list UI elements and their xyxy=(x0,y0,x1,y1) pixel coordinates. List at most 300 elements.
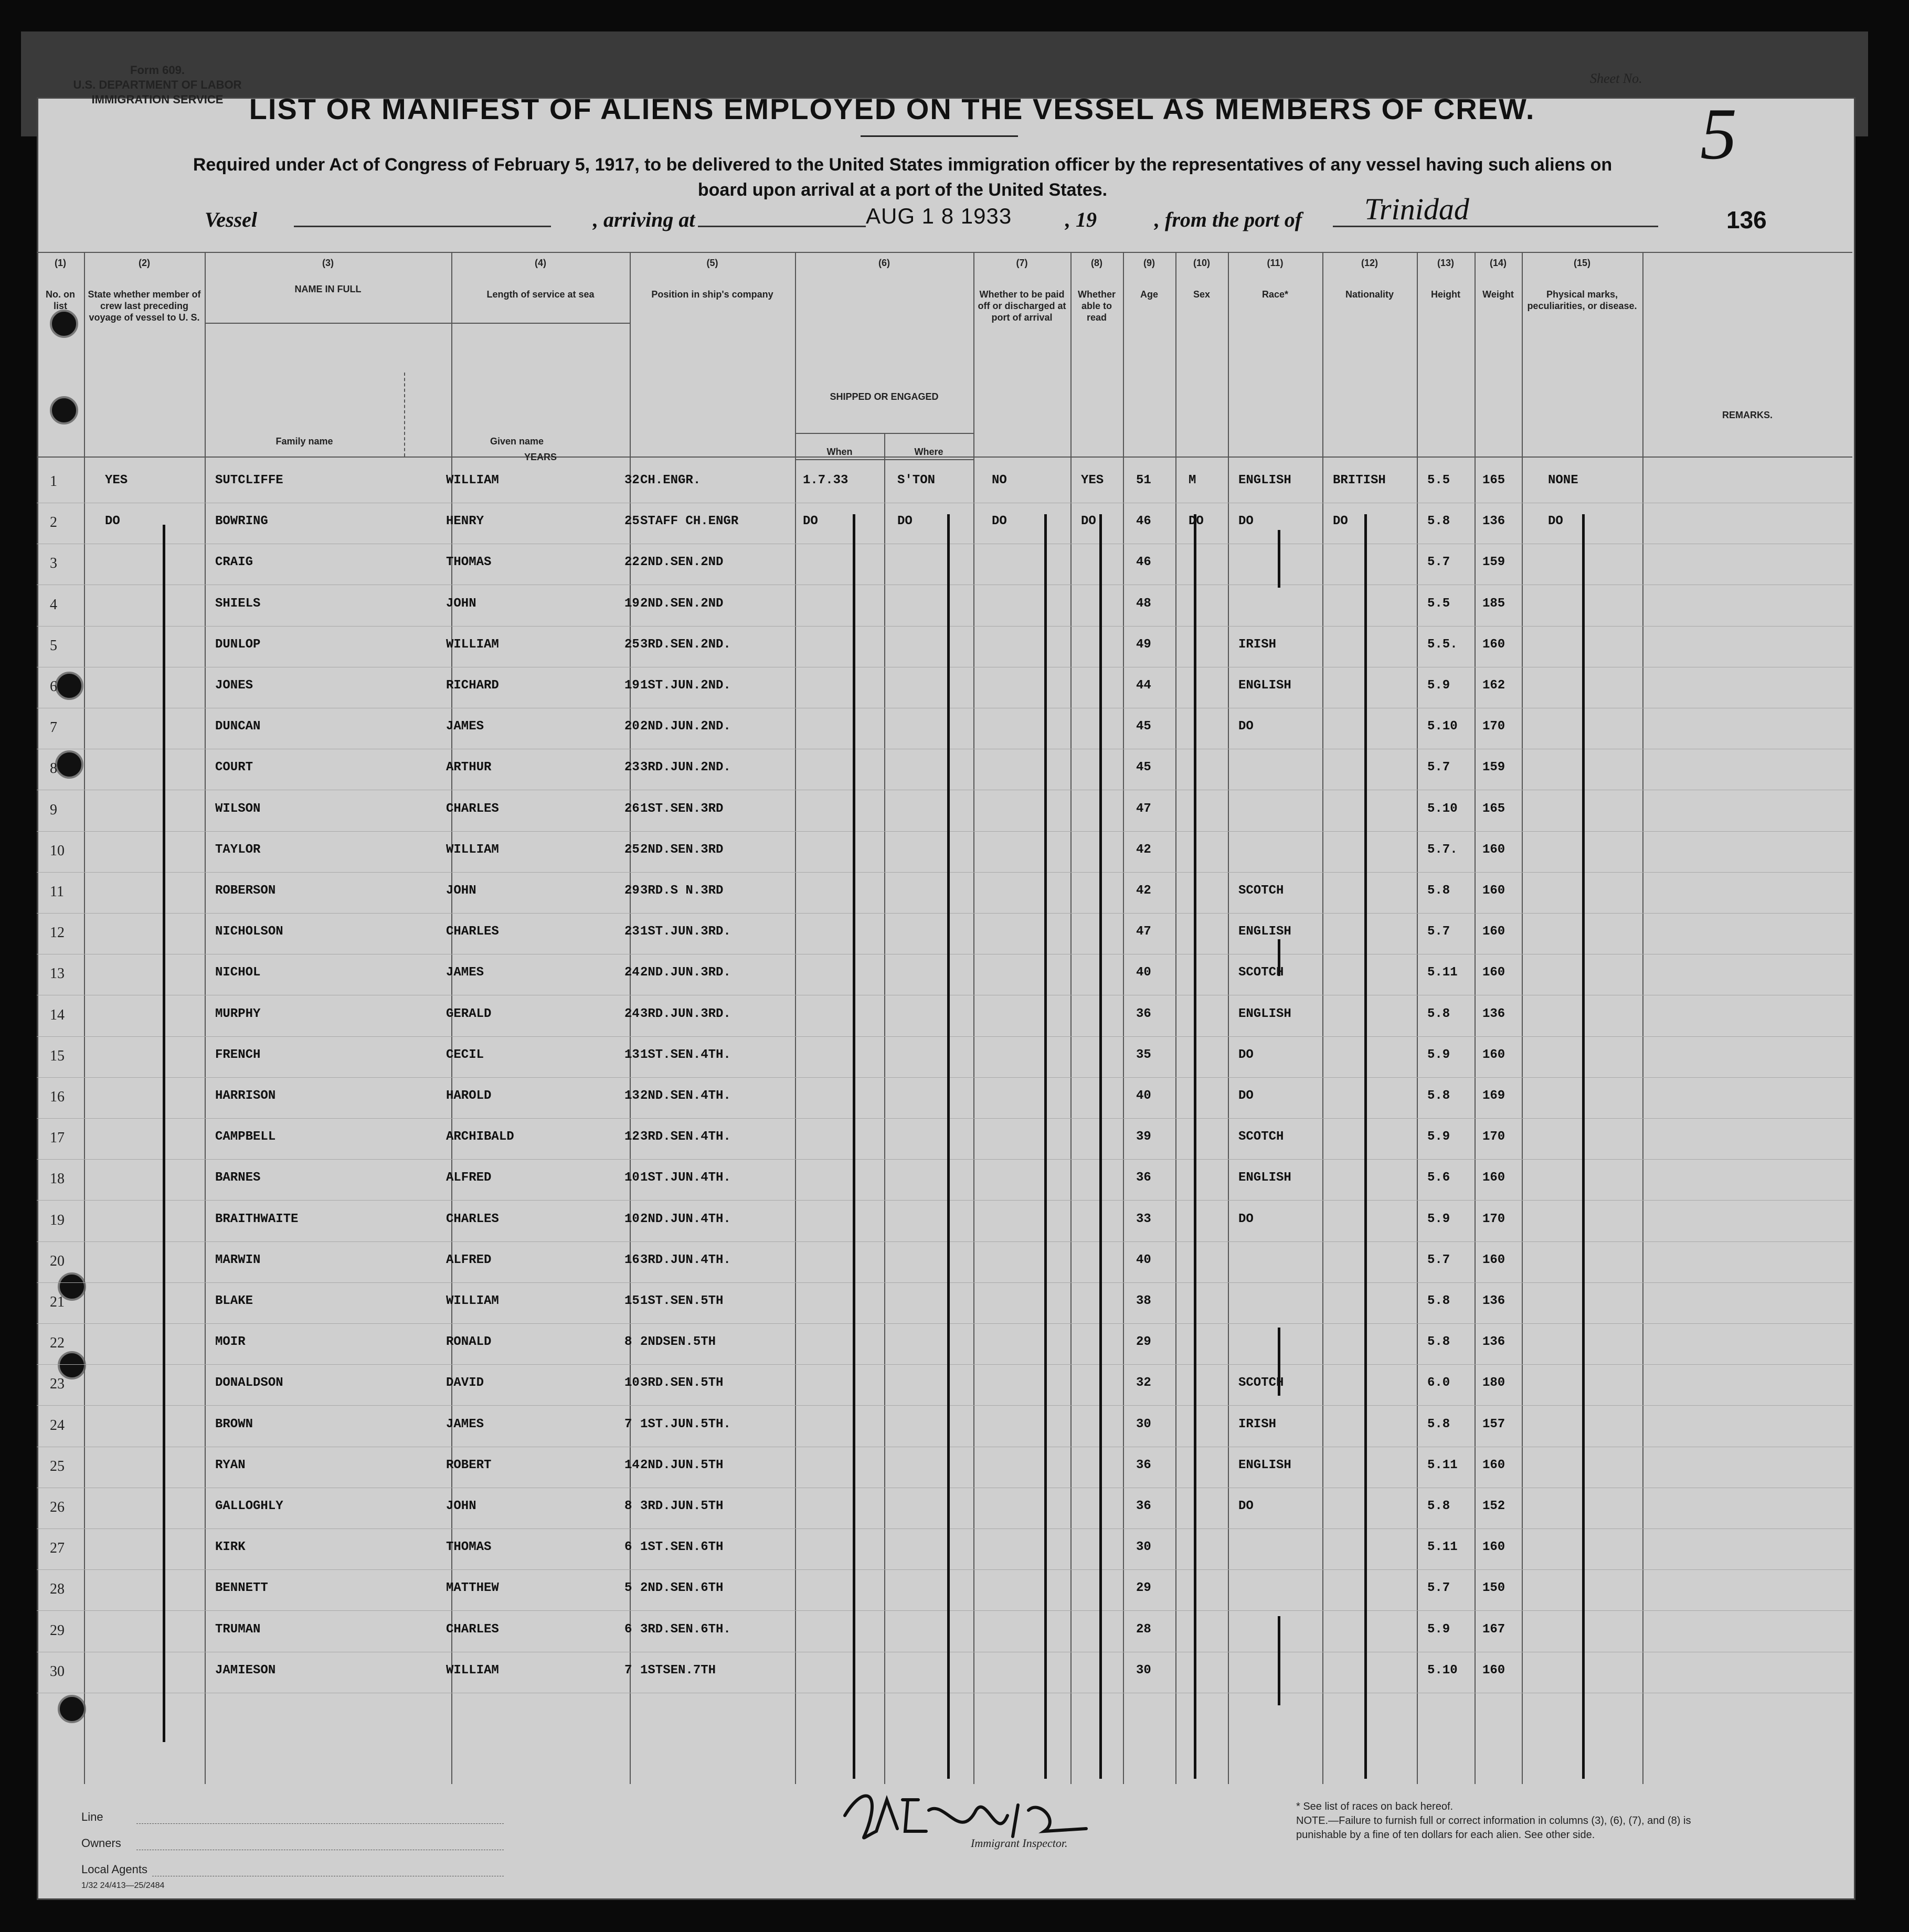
given-name-cell: DAVID xyxy=(446,1376,484,1390)
nationality-cell: DO xyxy=(1333,514,1348,529)
weight-cell: 136 xyxy=(1482,1006,1505,1021)
row-number: 30 xyxy=(50,1663,65,1680)
shipped-where-cell: S'TON xyxy=(897,473,936,487)
table-row xyxy=(37,1159,1852,1201)
position-cell: 3RD.JUN.2ND. xyxy=(640,760,731,775)
row-number: 14 xyxy=(50,1006,65,1023)
column-header: Weight xyxy=(1482,289,1514,300)
weight-cell: 169 xyxy=(1482,1089,1505,1103)
weight-cell: 160 xyxy=(1482,1171,1505,1185)
position-cell: 2ND.JUN.2ND. xyxy=(640,719,731,734)
family-name-cell: KIRK xyxy=(215,1540,246,1555)
table-row xyxy=(37,790,1852,832)
family-name-cell: DUNCAN xyxy=(215,719,261,734)
age-cell: 51 xyxy=(1136,473,1151,487)
table-row xyxy=(37,1201,1852,1242)
weight-cell: 159 xyxy=(1482,760,1505,775)
family-name-cell: JAMIESON xyxy=(215,1663,276,1678)
age-cell: 45 xyxy=(1136,760,1151,775)
column-header: Whether to be paid off or discharged at port of arrival xyxy=(978,289,1066,323)
weight-cell: 180 xyxy=(1482,1376,1505,1390)
table-row xyxy=(37,1447,1852,1488)
table-row xyxy=(37,1652,1852,1693)
family-name-cell: BOWRING xyxy=(215,514,268,529)
owners-label: Owners xyxy=(81,1837,121,1850)
height-cell: 6.0 xyxy=(1427,1376,1450,1390)
given-name-cell: JOHN xyxy=(446,1499,476,1513)
position-cell: 3RD.SEN.2ND. xyxy=(640,637,731,652)
height-cell: 5.7. xyxy=(1427,842,1458,857)
family-name-header: Family name xyxy=(275,436,333,447)
family-name-cell: BRAITHWAITE xyxy=(215,1212,299,1226)
age-cell: 40 xyxy=(1136,965,1151,980)
height-cell: 5.9 xyxy=(1427,1047,1450,1062)
height-cell: 5.8 xyxy=(1427,884,1450,898)
weight-cell: 160 xyxy=(1482,1663,1505,1678)
race-cell: DO xyxy=(1238,719,1254,734)
position-cell: 1ST.SEN.5TH xyxy=(640,1294,724,1308)
department: U.S. DEPARTMENT OF LABOR xyxy=(73,78,242,91)
given-name-cell: CHARLES xyxy=(446,1212,499,1226)
ditto-mark xyxy=(1194,514,1196,1779)
table-row xyxy=(37,1241,1852,1283)
row-number: 11 xyxy=(50,884,64,900)
column-number: (5) xyxy=(706,258,718,268)
ditto-mark xyxy=(163,525,165,1742)
column-number: (14) xyxy=(1489,258,1507,268)
table-row xyxy=(37,995,1852,1037)
height-cell: 5.5 xyxy=(1427,596,1450,611)
column-number: (1) xyxy=(55,258,66,268)
weight-cell: 165 xyxy=(1482,801,1505,816)
years-at-sea-cell: 23 xyxy=(624,925,640,939)
weight-cell: 160 xyxy=(1482,1047,1505,1062)
row-number: 15 xyxy=(50,1047,65,1064)
family-name-cell: MOIR xyxy=(215,1335,246,1350)
row-number: 20 xyxy=(50,1252,65,1269)
given-name-cell: ARCHIBALD xyxy=(446,1130,514,1144)
height-cell: 5.8 xyxy=(1427,1335,1450,1350)
position-cell: 2ND.SEN.4TH. xyxy=(640,1089,731,1103)
height-cell: 5.9 xyxy=(1427,1622,1450,1637)
years-at-sea-cell: 16 xyxy=(624,1252,640,1267)
height-cell: 5.11 xyxy=(1427,965,1458,980)
years-at-sea-cell: 24 xyxy=(624,965,640,980)
family-name-cell: FRENCH xyxy=(215,1047,261,1062)
position-cell: 2ND.JUN.3RD. xyxy=(640,965,731,980)
years-at-sea-cell: 26 xyxy=(624,801,640,816)
family-name-cell: MARWIN xyxy=(215,1252,261,1267)
position-cell: 3RD.JUN.4TH. xyxy=(640,1252,731,1267)
column-header: Physical marks, peculiarities, or disease. xyxy=(1527,289,1637,311)
previous-voyage-cell: DO xyxy=(105,514,120,529)
row-number: 16 xyxy=(50,1089,65,1105)
height-cell: 5.7 xyxy=(1427,925,1450,939)
weight-cell: 160 xyxy=(1482,1540,1505,1555)
row-number: 6 xyxy=(50,678,57,695)
weight-cell: 160 xyxy=(1482,925,1505,939)
given-name-cell: ROBERT xyxy=(446,1458,492,1472)
age-cell: 39 xyxy=(1136,1130,1151,1144)
age-cell: 45 xyxy=(1136,719,1151,734)
years-at-sea-cell: 7 xyxy=(624,1417,632,1431)
given-name-cell: JAMES xyxy=(446,719,484,734)
weight-cell: 160 xyxy=(1482,1458,1505,1472)
given-name-cell: HAROLD xyxy=(446,1089,492,1103)
row-number: 23 xyxy=(50,1376,65,1393)
height-cell: 5.7 xyxy=(1427,1252,1450,1267)
position-cell: 1ST.JUN.5TH. xyxy=(640,1417,731,1431)
height-cell: 5.8 xyxy=(1427,1006,1450,1021)
family-name-cell: BARNES xyxy=(215,1171,261,1185)
physical-marks-cell: DO xyxy=(1548,514,1563,529)
given-name-header: Given name xyxy=(490,436,544,447)
position-cell: STAFF CH.ENGR xyxy=(640,514,739,529)
years-at-sea-cell: 10 xyxy=(624,1376,640,1390)
race-cell: DO xyxy=(1238,1047,1254,1062)
given-name-cell: CHARLES xyxy=(446,925,499,939)
able-to-read-cell: YES xyxy=(1081,473,1104,487)
age-cell: 29 xyxy=(1136,1581,1151,1596)
years-at-sea-cell: 20 xyxy=(624,719,640,734)
weight-cell: 152 xyxy=(1482,1499,1505,1513)
family-name-cell: GALLOGHLY xyxy=(215,1499,283,1513)
height-cell: 5.6 xyxy=(1427,1171,1450,1185)
years-at-sea-cell: 19 xyxy=(624,678,640,693)
shipped-when-cell: 1.7.33 xyxy=(803,473,849,487)
weight-cell: 136 xyxy=(1482,514,1505,529)
weight-cell: 160 xyxy=(1482,842,1505,857)
family-name-cell: CAMPBELL xyxy=(215,1130,276,1144)
race-cell: DO xyxy=(1238,514,1254,529)
family-name-cell: COURT xyxy=(215,760,253,775)
table-row xyxy=(37,1406,1852,1447)
race-cell: SCOTCH xyxy=(1238,1376,1284,1390)
family-name-cell: WILSON xyxy=(215,801,261,816)
years-at-sea-cell: 25 xyxy=(624,842,640,857)
table-row xyxy=(37,462,1852,503)
table-row xyxy=(37,1528,1852,1570)
years-at-sea-cell: 32 xyxy=(624,473,640,487)
weight-cell: 160 xyxy=(1482,637,1505,652)
document-title: LIST OR MANIFEST OF ALIENS EMPLOYED ON THE VESSEL AS MEMBERS OF CREW. xyxy=(249,92,1535,125)
column-header: Sex xyxy=(1193,289,1211,300)
height-cell: 5.8 xyxy=(1427,1499,1450,1513)
row-number: 18 xyxy=(50,1171,65,1187)
position-cell: 3RD.SEN.6TH. xyxy=(640,1622,731,1637)
row-number: 24 xyxy=(50,1417,65,1434)
given-name-cell: JAMES xyxy=(446,1417,484,1431)
height-cell: 5.10 xyxy=(1427,719,1458,734)
row-number: 10 xyxy=(50,842,65,859)
age-cell: 47 xyxy=(1136,801,1151,816)
race-cell: DO xyxy=(1238,1089,1254,1103)
row-number: 3 xyxy=(50,555,57,572)
document-subtitle: Required under Act of Congress of February 5, 1917, to be delivered to the United States immigration officer by the representatives of any vessel having such aliens on board upon arrival at a port of the United States. xyxy=(193,155,1613,200)
family-name-cell: TAYLOR xyxy=(215,842,261,857)
row-number: 12 xyxy=(50,925,65,941)
height-cell: 5.9 xyxy=(1427,1130,1450,1144)
age-cell: 44 xyxy=(1136,678,1151,693)
position-cell: 2NDSEN.5TH xyxy=(640,1335,716,1350)
years-at-sea-cell: 13 xyxy=(624,1089,640,1103)
age-cell: 29 xyxy=(1136,1335,1151,1350)
year-label: , 19 xyxy=(1065,208,1097,231)
years-at-sea-cell: 8 xyxy=(624,1499,632,1513)
given-name-cell: MATTHEW xyxy=(446,1581,499,1596)
height-cell: 5.7 xyxy=(1427,555,1450,570)
years-at-sea-cell: 25 xyxy=(624,514,640,529)
position-cell: 2ND.JUN.5TH xyxy=(640,1458,724,1472)
position-cell: 3RD.SEN.4TH. xyxy=(640,1130,731,1144)
given-name-cell: ARTHUR xyxy=(446,760,492,775)
age-cell: 32 xyxy=(1136,1376,1151,1390)
inspector-label: Immigrant Inspector. xyxy=(971,1837,1068,1850)
row-number: 28 xyxy=(50,1581,65,1598)
race-cell: ENGLISH xyxy=(1238,473,1291,487)
given-name-cell: RONALD xyxy=(446,1335,492,1350)
years-at-sea-cell: 10 xyxy=(624,1171,640,1185)
position-cell: 1ST.SEN.3RD xyxy=(640,801,724,816)
row-number: 8 xyxy=(50,760,57,777)
footer-note xyxy=(1296,1800,1705,1842)
line-label: Line xyxy=(81,1810,103,1823)
family-name-cell: MURPHY xyxy=(215,1006,261,1021)
given-name-cell: CHARLES xyxy=(446,1622,499,1637)
height-cell: 5.10 xyxy=(1427,801,1458,816)
ditto-mark xyxy=(1278,939,1280,976)
position-cell: 1ST.SEN.6TH xyxy=(640,1540,724,1555)
sex-cell: M xyxy=(1189,473,1196,487)
from-port-label: , from the port of xyxy=(1154,208,1302,231)
table-row xyxy=(37,1282,1852,1324)
sheet-number: 5 xyxy=(1700,93,1737,175)
age-cell: 47 xyxy=(1136,925,1151,939)
family-name-cell: SUTCLIFFE xyxy=(215,473,283,487)
shipped-where-cell: DO xyxy=(897,514,913,529)
years-at-sea-cell: 6 xyxy=(624,1540,632,1555)
table-row xyxy=(37,503,1852,544)
years-at-sea-cell: 22 xyxy=(624,555,640,570)
column-header: Height xyxy=(1431,289,1460,300)
race-cell: SCOTCH xyxy=(1238,884,1284,898)
line-fill xyxy=(136,1823,504,1824)
weight-cell: 185 xyxy=(1482,596,1505,611)
ditto-mark xyxy=(1278,1328,1280,1396)
column-header: No. on list xyxy=(46,289,75,311)
row-number: 21 xyxy=(50,1294,65,1310)
race-cell: ENGLISH xyxy=(1238,1006,1291,1021)
years-at-sea-cell: 8 xyxy=(624,1335,632,1350)
height-cell: 5.11 xyxy=(1427,1540,1458,1555)
weight-cell: 136 xyxy=(1482,1335,1505,1350)
years-at-sea-cell: 12 xyxy=(624,1130,640,1144)
race-cell: IRISH xyxy=(1238,637,1277,652)
position-cell: 2ND.SEN.3RD xyxy=(640,842,724,857)
table-top-rule xyxy=(37,252,1852,253)
family-name-cell: RYAN xyxy=(215,1458,246,1472)
family-name-cell: HARRISON xyxy=(215,1089,276,1103)
years-at-sea-cell: 6 xyxy=(624,1622,632,1637)
weight-cell: 160 xyxy=(1482,965,1505,980)
port-handwritten: Trinidad xyxy=(1364,192,1469,226)
position-cell: 1ST.SEN.4TH. xyxy=(640,1047,731,1062)
age-cell: 42 xyxy=(1136,842,1151,857)
given-name-cell: JAMES xyxy=(446,965,484,980)
position-cell: 1ST.JUN.3RD. xyxy=(640,925,731,939)
position-cell: 2ND.SEN.6TH xyxy=(640,1581,724,1596)
race-cell: ENGLISH xyxy=(1238,1171,1291,1185)
title-rule xyxy=(861,135,1018,137)
family-name-cell: BLAKE xyxy=(215,1294,253,1308)
arriving-label: , arriving at xyxy=(593,208,695,231)
race-cell: IRISH xyxy=(1238,1417,1277,1431)
column-header: NAME IN FULL xyxy=(294,284,362,294)
position-cell: CH.ENGR. xyxy=(640,473,701,487)
race-cell: DO xyxy=(1238,1212,1254,1226)
weight-cell: 165 xyxy=(1482,473,1505,487)
ditto-mark xyxy=(1364,514,1367,1779)
age-cell: 46 xyxy=(1136,555,1151,570)
column-header: REMARKS. xyxy=(1722,410,1773,420)
age-cell: 38 xyxy=(1136,1294,1151,1308)
family-name-cell: BENNETT xyxy=(215,1581,268,1596)
height-cell: 5.10 xyxy=(1427,1663,1458,1678)
manifest-table xyxy=(37,252,1852,1784)
previous-voyage-cell: YES xyxy=(105,473,128,487)
table-row xyxy=(37,1488,1852,1529)
inspector-signature xyxy=(840,1779,1102,1866)
table-row xyxy=(37,831,1852,873)
height-cell: 5.5 xyxy=(1427,473,1450,487)
weight-cell: 150 xyxy=(1482,1581,1505,1596)
age-cell: 40 xyxy=(1136,1089,1151,1103)
row-number: 9 xyxy=(50,801,57,818)
column-number: (10) xyxy=(1193,258,1210,268)
row-number: 2 xyxy=(50,514,57,531)
print-code: 1/32 24/413—25/2484 xyxy=(81,1881,165,1890)
years-at-sea-cell: 7 xyxy=(624,1663,632,1678)
age-cell: 33 xyxy=(1136,1212,1151,1226)
arrival-fill xyxy=(698,226,866,227)
ditto-mark xyxy=(1278,1616,1280,1705)
years-at-sea-cell: 14 xyxy=(624,1458,640,1472)
age-cell: 36 xyxy=(1136,1499,1151,1513)
years-at-sea-cell: 5 xyxy=(624,1581,632,1596)
age-cell: 36 xyxy=(1136,1171,1151,1185)
given-name-cell: GERALD xyxy=(446,1006,492,1021)
family-name-cell: ROBERSON xyxy=(215,884,276,898)
age-cell: 36 xyxy=(1136,1006,1151,1021)
family-name-cell: NICHOLSON xyxy=(215,925,283,939)
position-cell: 3RD.JUN.5TH xyxy=(640,1499,724,1513)
height-cell: 5.11 xyxy=(1427,1458,1458,1472)
height-cell: 5.7 xyxy=(1427,760,1450,775)
column-header: Age xyxy=(1140,289,1158,300)
height-cell: 5.9 xyxy=(1427,678,1450,693)
local-agents-label: Local Agents xyxy=(81,1863,147,1876)
weight-cell: 170 xyxy=(1482,719,1505,734)
age-cell: 30 xyxy=(1136,1663,1151,1678)
given-name-cell: WILLIAM xyxy=(446,1663,499,1678)
age-cell: 46 xyxy=(1136,514,1151,529)
race-cell: ENGLISH xyxy=(1238,925,1291,939)
position-cell: 1STSEN.7TH xyxy=(640,1663,716,1678)
table-row xyxy=(37,1036,1852,1078)
height-cell: 5.9 xyxy=(1427,1212,1450,1226)
column-number: (11) xyxy=(1267,258,1284,268)
given-name-cell: CECIL xyxy=(446,1047,484,1062)
given-name-cell: RICHARD xyxy=(446,678,499,693)
family-name-cell: NICHOL xyxy=(215,965,261,980)
physical-marks-cell: NONE xyxy=(1548,473,1578,487)
years-at-sea-cell: 25 xyxy=(624,637,640,652)
given-name-cell: CHARLES xyxy=(446,801,499,816)
family-name-cell: DONALDSON xyxy=(215,1376,283,1390)
table-row xyxy=(37,954,1852,995)
table-row xyxy=(37,1611,1852,1652)
years-at-sea-cell: 23 xyxy=(624,760,640,775)
column-header: Race* xyxy=(1261,289,1289,300)
years-at-sea-cell: 15 xyxy=(624,1294,640,1308)
given-name-cell: WILLIAM xyxy=(446,842,499,857)
able-to-read-cell: DO xyxy=(1081,514,1096,529)
given-name-cell: JOHN xyxy=(446,596,476,611)
weight-cell: 159 xyxy=(1482,555,1505,570)
column-number: (3) xyxy=(322,258,334,268)
race-cell: ENGLISH xyxy=(1238,678,1291,693)
row-number: 27 xyxy=(50,1540,65,1557)
column-header: Length of service at sea xyxy=(486,289,595,300)
row-number: 25 xyxy=(50,1458,65,1474)
years-at-sea-cell: 29 xyxy=(624,884,640,898)
column-number: (9) xyxy=(1143,258,1155,268)
family-name-cell: TRUMAN xyxy=(215,1622,261,1637)
shipped-when-cell: DO xyxy=(803,514,818,529)
years-at-sea-cell: 13 xyxy=(624,1047,640,1062)
weight-cell: 160 xyxy=(1482,884,1505,898)
row-number: 7 xyxy=(50,719,57,736)
age-cell: 42 xyxy=(1136,884,1151,898)
ditto-mark xyxy=(1582,514,1585,1779)
race-cell: ENGLISH xyxy=(1238,1458,1291,1472)
row-number: 29 xyxy=(50,1622,65,1639)
penalty-note: NOTE.—Failure to furnish full or correct information in columns (3), (6), (7), and (8) is punishable by a fine of ten dollars for each alien. See other side. xyxy=(1296,1815,1691,1841)
table-row xyxy=(37,708,1852,749)
row-number: 26 xyxy=(50,1499,65,1515)
race-cell: SCOTCH xyxy=(1238,965,1284,980)
ditto-mark xyxy=(1044,514,1047,1779)
column-number: (8) xyxy=(1091,258,1102,268)
row-number: 19 xyxy=(50,1212,65,1228)
name-header-rule xyxy=(205,323,630,324)
column-number: (4) xyxy=(535,258,546,268)
table-row xyxy=(37,1569,1852,1611)
weight-cell: 167 xyxy=(1482,1622,1505,1637)
position-cell: 2ND.SEN.2ND xyxy=(640,555,724,570)
column-header: Whether able to read xyxy=(1078,289,1116,323)
age-cell: 35 xyxy=(1136,1047,1151,1062)
family-name-cell: BROWN xyxy=(215,1417,253,1431)
ditto-mark xyxy=(853,514,855,1779)
column-number: (12) xyxy=(1361,258,1378,268)
years-at-sea-cell: 24 xyxy=(624,1006,640,1021)
weight-cell: 160 xyxy=(1482,1252,1505,1267)
when-header: When xyxy=(826,447,853,457)
position-cell: 3RD.S N.3RD xyxy=(640,884,724,898)
table-row xyxy=(37,1118,1852,1160)
table-row xyxy=(37,626,1852,667)
